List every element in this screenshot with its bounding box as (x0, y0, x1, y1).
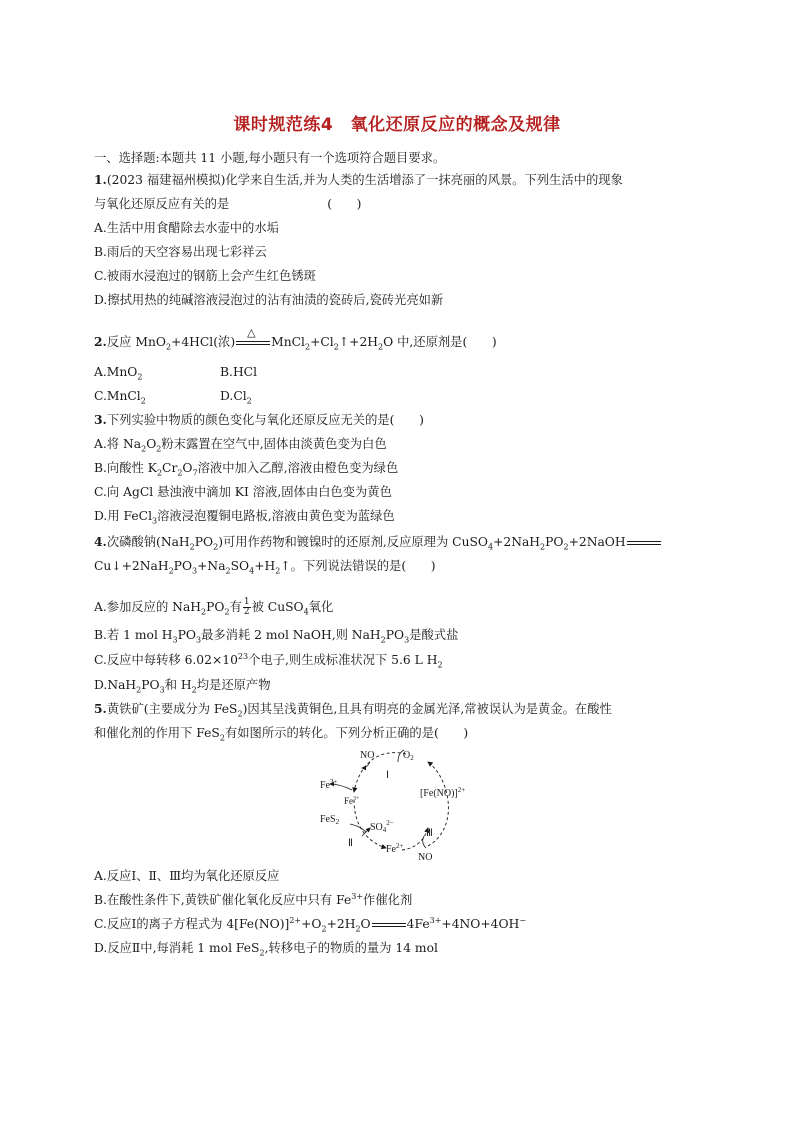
q4-text: 被 CuSO (251, 600, 304, 614)
label-o2-sub: 2 (410, 754, 414, 762)
equation-sign (627, 538, 661, 548)
q4-sub: 2 (168, 566, 174, 576)
equation-sign (372, 920, 406, 930)
q2-option-c-text: C.MnCl (94, 389, 141, 403)
q2-number: 2. (94, 334, 107, 349)
q2-text: 反应 MnO (106, 335, 166, 349)
q1-stem-line2 (94, 196, 361, 212)
q4-text: PO (177, 628, 196, 642)
q4-text: D.NaH (94, 678, 137, 692)
q4-text: ↑。下列说法错误的是( ) (280, 559, 436, 573)
q4-text: 均是还原产物 (196, 678, 271, 692)
q4-text: PO (194, 535, 214, 549)
section-heading: 一、选择题:本题共 11 小题,每小题只有一个选项符合题目要求。 (94, 151, 446, 165)
q4-stem-line2 (94, 558, 436, 574)
q2-option-b: B.HCl (220, 365, 258, 379)
equation-sign (236, 325, 270, 348)
label-o2 (403, 750, 414, 762)
q3-number: 3. (94, 412, 107, 427)
q2-text: +4HCl(浓) (171, 335, 236, 349)
label-fe2-sup: 2+ (396, 842, 404, 850)
q5-option-a: A.反应Ⅰ、Ⅱ、Ⅲ均为氧化还原反应 (94, 869, 280, 883)
q4-text: 是酸式盐 (409, 628, 459, 642)
label-so4-text: SO (370, 822, 383, 833)
q1-option-a: A.生活中用食醋除去水壶中的水垢 (94, 221, 279, 235)
q3-option-d (94, 508, 395, 524)
q4-sub: 2 (201, 607, 207, 617)
label-no-bottom: NO (418, 852, 433, 863)
q4-text: )可用作药物和镀镍时的还原剂,反应原理为 CuSO (218, 535, 488, 549)
q3-stem-text: 下列实验中物质的颜色变化与氧化还原反应无关的是( ) (106, 413, 424, 427)
q3-text: O (182, 461, 193, 475)
q1-number: 1. (94, 172, 107, 187)
fes2-conversion-cycle-diagram (310, 740, 480, 865)
q2-option-d-text: D.Cl (220, 389, 247, 403)
q4-sub: 2 (563, 542, 569, 552)
q4-option-a (94, 598, 333, 617)
q2-text: O 中,还原剂是( ) (383, 335, 497, 349)
q3-option-c: C.向 AgCl 悬浊液中滴加 KI 溶液,固体由白色变为黄色 (94, 485, 392, 499)
q2-sub: 2 (165, 342, 172, 352)
q5-text: 黄铁矿(主要成分为 FeS (106, 702, 238, 716)
q5-text: 4Fe (406, 917, 430, 931)
label-fe3-left (320, 778, 338, 791)
q4-sub: 2 (437, 660, 443, 670)
label-reaction-3: Ⅲ (426, 828, 433, 839)
q4-text: PO (141, 678, 160, 692)
label-reaction-1: Ⅰ (386, 770, 389, 781)
q1-stem-text: (2023 福建福州模拟)化学来自生活,并为人类的生活增添了一抹亮丽的风景。下列生活中的现象 (106, 173, 623, 187)
q4-sub: 2 (136, 685, 142, 695)
q4-sub: 3 (192, 566, 198, 576)
q3-text: D.用 FeCl (94, 509, 153, 523)
q2-sub: 2 (140, 396, 146, 406)
q2-sub: 2 (305, 342, 311, 352)
fes2-input-arrow (350, 824, 366, 832)
q4-text: +Na (197, 559, 226, 573)
fraction-numerator: 1 (243, 597, 250, 607)
q2-option-c (94, 388, 146, 404)
q2-text: ↑+2H (338, 335, 378, 349)
q2-text: MnCl (271, 335, 305, 349)
label-fe3-inner (344, 796, 360, 806)
q4-text: PO (173, 559, 193, 573)
q3-sub: 2 (177, 468, 183, 478)
q4-text: Cu↓+2NaH (94, 559, 169, 573)
q4-text: A.参加反应的 NaH (94, 600, 201, 614)
q1-stem-text2: 与氧化还原反应有关的是 (94, 197, 230, 211)
q5-sub: 2 (355, 924, 361, 934)
q3-option-b (94, 460, 398, 476)
label-o2-text: O (403, 750, 411, 761)
q1-option-b: B.雨后的天空容易出现七彩祥云 (94, 245, 267, 259)
q3-sub: 2 (156, 444, 162, 454)
q5-number: 5. (94, 701, 107, 716)
fraction-denominator: 2 (243, 607, 250, 617)
q4-stem-line1 (94, 534, 662, 550)
q3-text: O (146, 437, 157, 451)
label-fe3-inner-sup: 3+ (353, 796, 360, 802)
q4-text: 有 (229, 600, 242, 614)
label-fes2 (320, 814, 340, 826)
q3-text: 溶液浸泡覆铜电路板,溶液由黄色变为蓝绿色 (157, 509, 395, 523)
label-feno-text: [Fe(NO)] (420, 788, 458, 799)
q4-text: PO (206, 600, 225, 614)
q4-sub: 2 (189, 542, 195, 552)
label-fe3-left-text: Fe (320, 780, 330, 791)
label-fe2 (386, 842, 404, 855)
q3-sub: 3 (152, 516, 158, 526)
q1-stem-line1 (94, 172, 623, 188)
label-no-top: NO (360, 750, 375, 761)
q5-sup: 3+ (429, 915, 442, 925)
q4-sub: 2 (224, 607, 230, 617)
label-fes2-sub: 2 (335, 818, 340, 826)
q4-sub: 2 (380, 635, 386, 645)
label-reaction-2: Ⅱ (348, 838, 353, 849)
q4-sub: 2 (191, 685, 197, 695)
q2-sub: 2 (137, 372, 143, 382)
q5-text: O (360, 917, 371, 931)
q2-option-d (220, 388, 252, 404)
label-so4-sup: 2− (386, 819, 394, 827)
label-feno-sup: 2+ (457, 786, 466, 794)
q4-text: 最多消耗 2 mol NaOH,则 NaH (201, 628, 381, 642)
label-fe3-left-sup: 3+ (330, 778, 338, 786)
q5-option-d (94, 940, 438, 956)
q4-sub: 2 (275, 566, 281, 576)
q4-sub: 3 (159, 685, 165, 695)
q1-option-c: C.被雨水浸泡过的钢筋上会产生红色锈斑 (94, 269, 316, 283)
label-so4 (370, 819, 394, 834)
label-fes2-text: FeS (320, 814, 336, 825)
q4-sub: 4 (303, 607, 309, 617)
q5-sub: 2 (321, 924, 327, 934)
q3-sub: 7 (192, 468, 198, 478)
q4-text: SO (230, 559, 250, 573)
q5-sub: 2 (259, 948, 265, 958)
q5-text: ,转移电子的物质的量为 14 mol (264, 941, 438, 955)
q5-sup: 2+ (289, 915, 302, 925)
q4-sub: 4 (488, 542, 494, 552)
q5-text: 和催化剂的作用下 FeS (94, 726, 220, 740)
q4-sub: 2 (225, 566, 231, 576)
q4-sub: 2 (213, 542, 219, 552)
q4-text: B.若 1 mol H (94, 628, 173, 642)
q4-text: 个电子,则生成标准状况下 5.6 L H (248, 653, 438, 667)
q3-text: B.向酸性 K (94, 461, 157, 475)
q2-sub: 2 (246, 396, 252, 406)
q4-sup: 23 (237, 651, 249, 661)
q1-option-d: D.擦拭用热的纯碱溶液浸泡过的沾有油渍的瓷砖后,瓷砖光亮如新 (94, 293, 444, 307)
q2-sub: 2 (333, 342, 339, 352)
q3-text: 粉末露置在空气中,固体由淡黄色变为白色 (161, 437, 387, 451)
q2-text: +Cl (310, 335, 334, 349)
q2-sub: 2 (378, 342, 384, 352)
q4-option-b (94, 627, 458, 643)
q4-text: PO (545, 535, 564, 549)
q5-sup: − (519, 915, 527, 925)
q3-sub: 2 (141, 444, 147, 454)
q5-sub: 2 (237, 709, 243, 719)
q5-stem-line2 (94, 725, 468, 741)
page-title: 课时规范练4 氧化还原反应的概念及规律 (233, 115, 561, 135)
q3-text: Cr (162, 461, 178, 475)
cycle-arc-bottom-right (402, 828, 428, 850)
q3-stem (94, 412, 424, 428)
q3-text: 溶液中加入乙醇,溶液由橙色变为绿色 (197, 461, 399, 475)
q4-sub: 3 (404, 635, 410, 645)
label-fe2-text: Fe (386, 844, 396, 855)
q4-sub: 2 (540, 542, 546, 552)
q4-text: +H (254, 559, 276, 573)
q5-text: B.在酸性条件下,黄铁矿催化氧化反应中只有 Fe (94, 893, 352, 907)
fraction-one-half (243, 598, 251, 617)
q4-number: 4. (94, 534, 107, 549)
q3-option-a (94, 436, 387, 452)
q4-sub: 3 (195, 635, 202, 645)
q4-option-d (94, 677, 271, 693)
q4-text: PO (385, 628, 405, 642)
q3-text: A.将 Na (94, 437, 142, 451)
q3-sub: 2 (156, 468, 163, 478)
q2-stem (94, 325, 497, 352)
q5-stem-line1 (94, 701, 612, 717)
q5-text: +O (301, 917, 322, 931)
q5-sub: 2 (219, 733, 225, 743)
q2-option-a-text: A.MnO (94, 365, 138, 379)
q4-text: +2NaH (493, 535, 541, 549)
q4-text: 氧化 (308, 600, 334, 614)
q4-text: C.反应中每转移 6.02×10 (94, 653, 238, 667)
q5-sup: 3+ (351, 891, 364, 901)
label-fe3-inner-text: Fe (344, 796, 353, 806)
q5-text: )因其呈浅黄铜色,且具有明亮的金属光泽,常被误认为是黄金。在酸性 (242, 702, 612, 716)
label-feno (420, 786, 465, 799)
q5-text: +4NO+4OH (441, 917, 520, 931)
q4-text: +2NaOH (568, 535, 626, 549)
q4-text: 次磷酸钠(NaH (106, 535, 190, 549)
q1-answer-paren: ( ) (327, 197, 362, 211)
q5-option-c (94, 916, 526, 932)
q5-text: C.反应Ⅰ的离子方程式为 4[Fe(NO)] (94, 917, 290, 931)
q5-option-b (94, 892, 412, 908)
q4-text: 和 H (164, 678, 192, 692)
q2-option-a (94, 364, 142, 380)
q4-sub: 4 (249, 566, 255, 576)
q4-sub: 3 (172, 635, 178, 645)
q5-text: +2H (326, 917, 356, 931)
label-so4-sub: 4 (382, 826, 387, 834)
q4-option-c (94, 652, 443, 668)
q5-text: D.反应Ⅱ中,每消耗 1 mol FeS (94, 941, 260, 955)
heating-condition: △ (247, 325, 256, 339)
q5-text: 作催化剂 (363, 893, 413, 907)
q5-text: 有如图所示的转化。下列分析正确的是( ) (224, 726, 469, 740)
